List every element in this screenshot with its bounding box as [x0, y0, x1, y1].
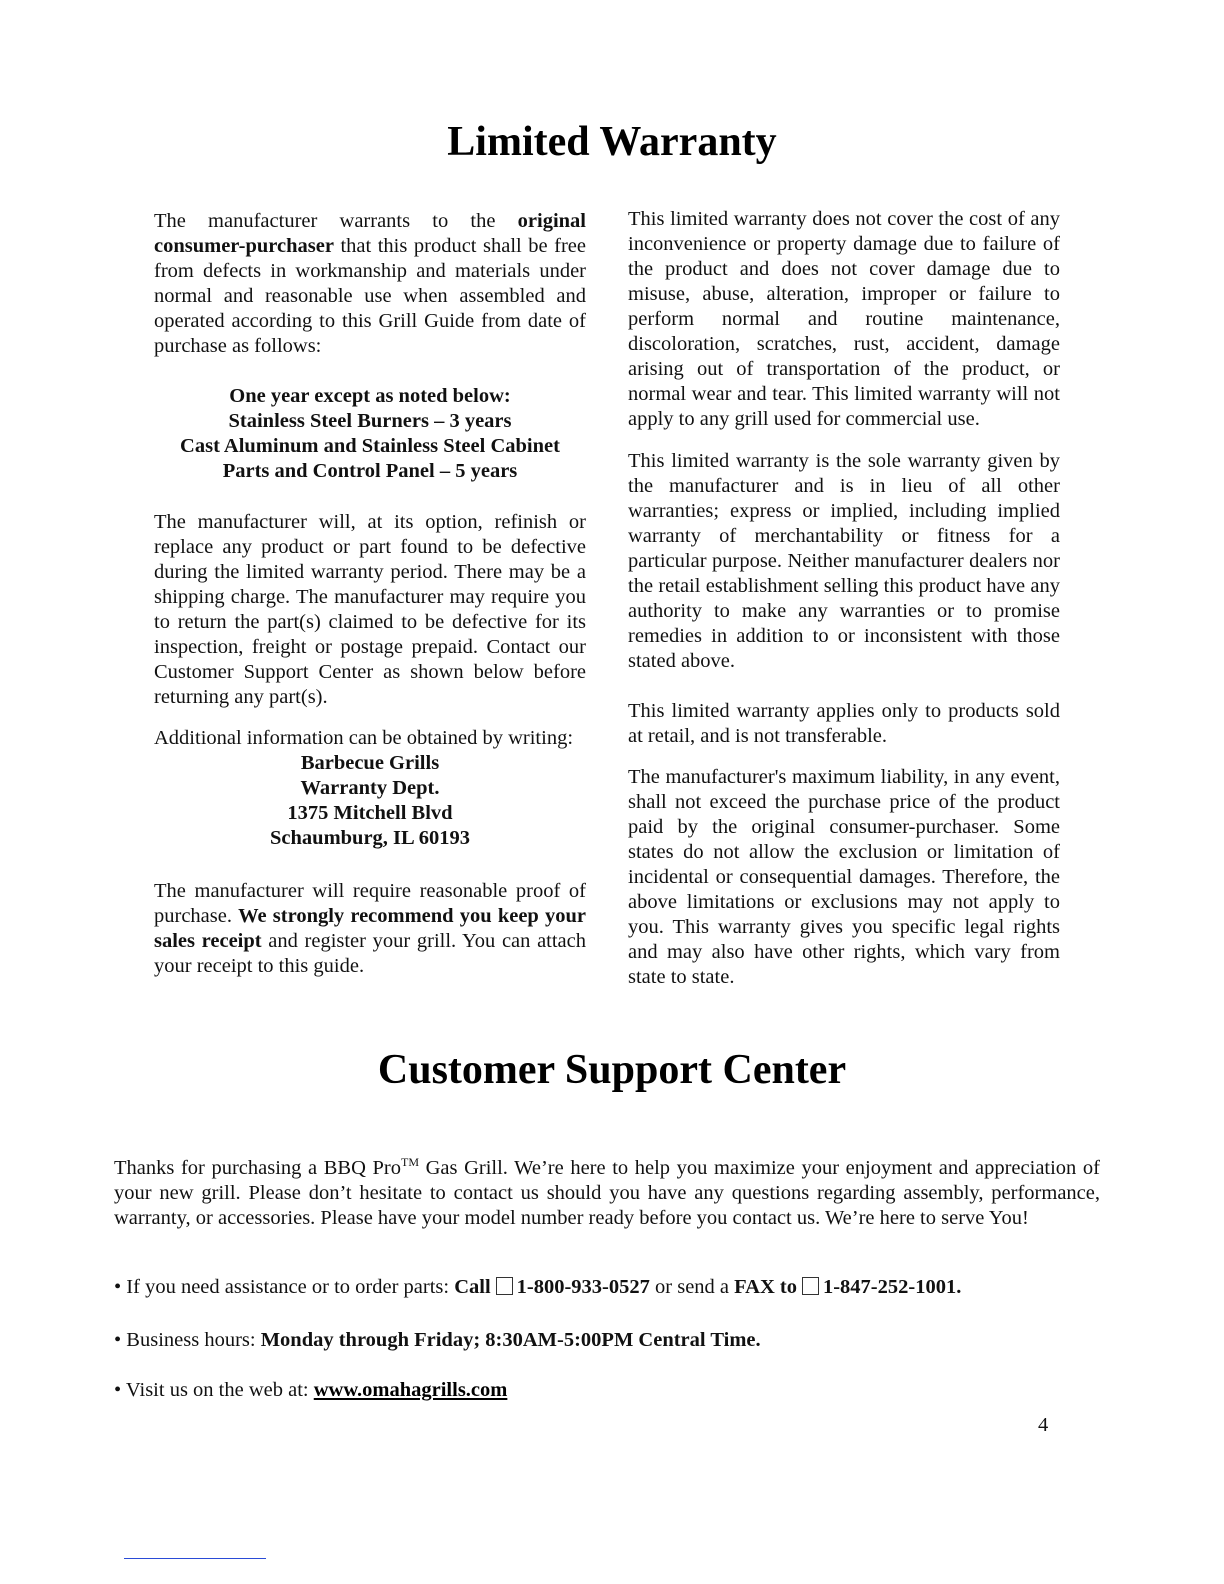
support-title: Customer Support Center — [377, 1047, 847, 1093]
liability-paragraph: The manufacturer's maximum liability, in any event, shall not exceed the purchase price of the product paid by the original consumer-purchaser. Some states do not allow the exclusion or limitation of incidental or consequential damages. Therefore, the above limitations or exclusions may not apply to you. This warranty gives you specific legal rights and may also have other rights, which vary from state to state. — [628, 766, 1060, 988]
footnote-divider — [124, 1558, 266, 1559]
fax-label: FAX to — [734, 1276, 797, 1298]
warranty-title: Limited Warranty — [447, 119, 777, 165]
business-hours-value: Monday through Friday; 8:30AM-5:00PM Central Time. — [260, 1329, 761, 1351]
website-link[interactable]: www.omahagrills.com — [313, 1379, 508, 1401]
assistance-middle-text: or send a — [649, 1276, 735, 1298]
proof-of-purchase-paragraph — [154, 879, 586, 979]
support-phone-number[interactable]: 1-800-933-0527 — [516, 1276, 650, 1298]
business-hours-label: • Business hours: — [114, 1329, 261, 1351]
business-hours-bullet — [114, 1328, 1114, 1353]
warranty-term: One year except as noted below: — [229, 385, 511, 407]
sole-warranty-paragraph: This limited warranty is the sole warranty given by the manufacturer and is in lieu of all other warranties; express or implied, including implied warranty of merchantability or fitness for a particular purpose. Neither manufacturer dealers nor the retail establishment selling this product have any authority to make any warranties or to promise remedies in addition to or inconsistent with those stated above. — [628, 450, 1060, 672]
original-purchaser-emphasis: original consumer-purchaser — [154, 210, 586, 257]
support-intro — [114, 1150, 1100, 1231]
address-line: Schaumburg, IL 60193 — [270, 827, 470, 849]
warranty-intro-paragraph — [154, 209, 586, 359]
warranty-term: Parts and Control Panel – 5 years — [222, 460, 518, 482]
additional-info-paragraph: Additional information can be obtained by writing: — [154, 727, 574, 749]
exclusions-paragraph: This limited warranty does not cover the cost of any inconvenience or property damage due to failure of the product and does not cover damage due to misuse, abuse, alteration, improper or failure to perform normal and routine maintenance, discoloration, scratches, rust, accident, damage arising out of transportation of the product, or normal wear and tear. This limited warranty will not apply to any grill used for commercial use. — [628, 208, 1060, 430]
warranty-intro-text: The manufacturer warrants to the — [154, 210, 518, 232]
address-line: Barbecue Grills — [300, 752, 440, 774]
warranty-term: Stainless Steel Burners – 3 years — [228, 410, 512, 432]
receipt-recommendation-emphasis: We strongly recommend you keep your sales receipt — [154, 905, 586, 952]
refinish-replace-paragraph: The manufacturer will, at its option, refinish or replace any product or part found to be defective during the limited warranty period. There may be a shipping charge. The manufacturer may require you to return the part(s) claimed to be defective for its inspection, freight or postage prepaid. Contact our Customer Support Center as shown below before returning any part(s). — [154, 511, 586, 708]
website-label: • Visit us on the web at: — [114, 1379, 314, 1401]
trademark-symbol: TM — [400, 1155, 419, 1169]
retail-only-paragraph: This limited warranty applies only to products sold at retail, and is not transferable. — [628, 700, 1060, 747]
proof-text: The manufacturer will require reasonable proof of purchase. — [154, 880, 586, 927]
fax-icon — [802, 1277, 819, 1295]
warranty-right-column — [628, 207, 1060, 990]
warranty-intro-text-2: that this product shall be free from defects in workmanship and materials under normal and reasonable use when assembled and operated according to this Grill Guide from date of purchase as follows: — [154, 235, 586, 357]
assistance-bullet — [114, 1275, 1114, 1300]
support-fax-number[interactable]: 1-847-252-1001. — [822, 1276, 962, 1298]
phone-icon — [496, 1277, 513, 1295]
assistance-text: • If you need assistance or to order parts: — [114, 1276, 455, 1298]
website-bullet — [114, 1378, 1114, 1403]
proof-text-2: and register your grill. You can attach your receipt to this guide. — [154, 930, 587, 977]
support-intro-text: Thanks for purchasing a BBQ Pro — [114, 1156, 401, 1179]
warranty-left-column — [154, 209, 586, 979]
address-line: 1375 Mitchell Blvd — [287, 802, 453, 824]
mailing-address — [154, 751, 586, 851]
support-intro-paragraph — [114, 1150, 1100, 1231]
page-number: 4 — [1038, 1414, 1049, 1436]
warranty-terms — [154, 384, 586, 484]
address-line: Warranty Dept. — [300, 777, 440, 799]
support-intro-text-2: Gas Grill. We’re here to help you maximize your enjoyment and appreciation of your new grill. Please don’t hesitate to contact us should you have any questions regarding assembly, performance, warranty, or accessories. Please have your model number ready before you contact us. We’re here to serve You! — [114, 1156, 1100, 1229]
call-label: Call — [454, 1276, 491, 1298]
warranty-term: Cast Aluminum and Stainless Steel Cabinet — [180, 435, 560, 457]
